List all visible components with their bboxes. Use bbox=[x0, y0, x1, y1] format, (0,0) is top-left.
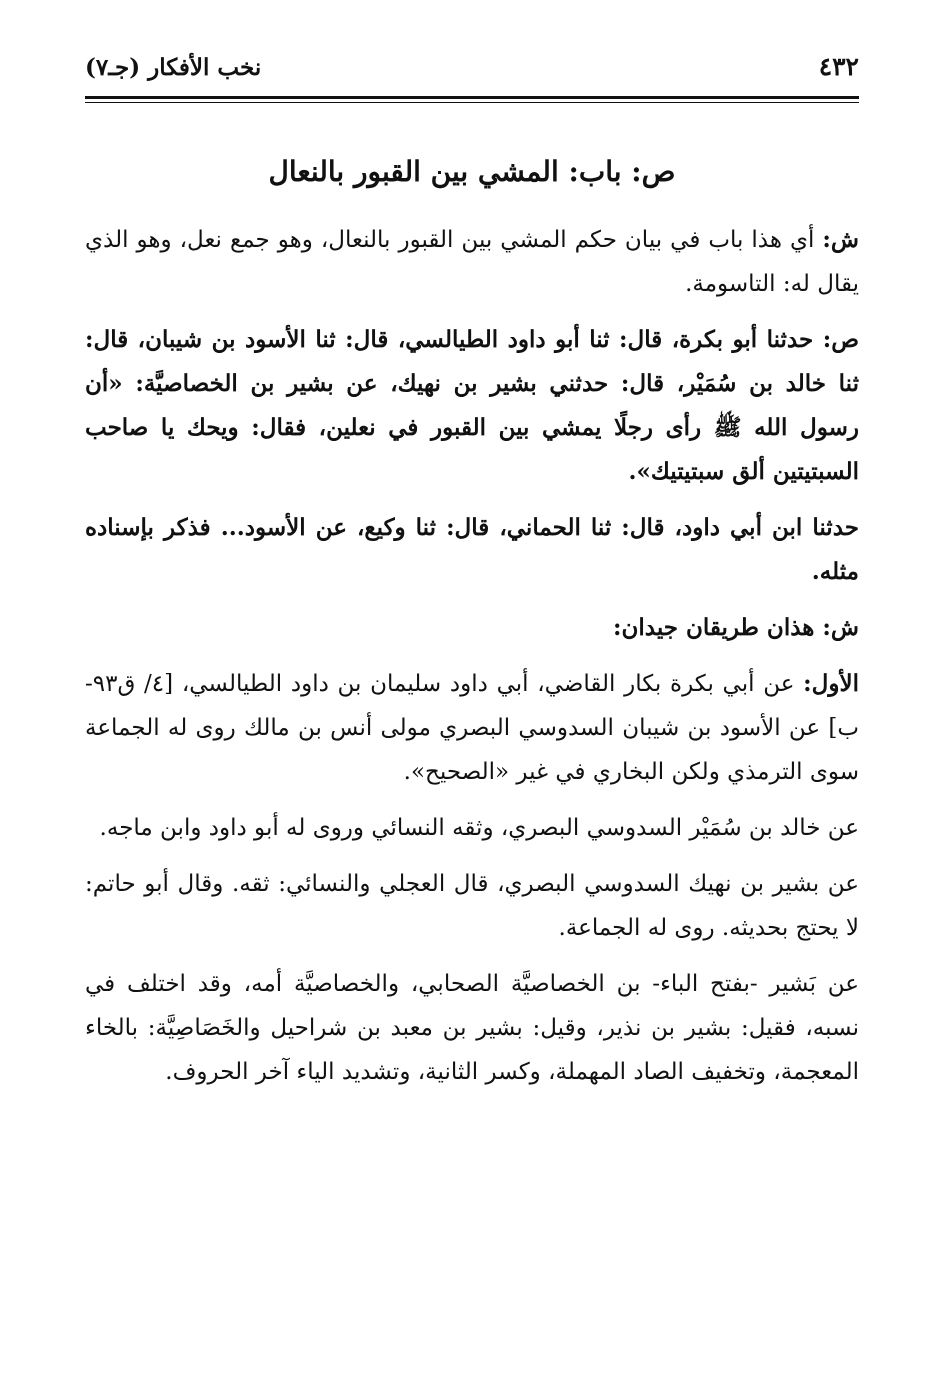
paragraph-lead: ش: bbox=[822, 226, 859, 253]
paragraph bbox=[85, 606, 859, 650]
paragraph-lead: ش: bbox=[822, 614, 859, 641]
book-title: نخب الأفكار (جـ٧) bbox=[85, 54, 262, 81]
paragraph bbox=[85, 862, 859, 950]
paragraph-text: عن خالد بن سُمَيْر السدوسي البصري، وثقه النسائي وروى له أبو داود وابن ماجه. bbox=[99, 815, 859, 841]
page-number: ٤٣٢ bbox=[818, 52, 859, 81]
body-text bbox=[85, 218, 859, 1094]
paragraph bbox=[85, 506, 859, 594]
paragraph-lead: ص: bbox=[822, 326, 859, 353]
chapter-title: ص: باب: المشي بين القبور بالنعال bbox=[268, 155, 676, 188]
paragraph bbox=[85, 962, 859, 1094]
running-header bbox=[85, 52, 859, 99]
paragraph bbox=[85, 318, 859, 494]
paragraph-text: عن أبي بكرة بكار القاضي، أبي داود سليمان بن داود الطيالسي، [٤/ ق٩٣-ب] عن الأسود بن شيبان السدوسي البصري مولى أنس بن مالك روى له الجماعة سوى الترمذي ولكن البخاري في غير «الصحيح». bbox=[85, 671, 859, 785]
paragraph bbox=[85, 806, 859, 850]
paragraph bbox=[85, 662, 859, 794]
paragraph-text: حدثنا ابن أبي داود، قال: ثنا الحماني، قال: ثنا وكيع، عن الأسود... فذكر بإسناده مثله. bbox=[85, 514, 859, 585]
paragraph bbox=[85, 218, 859, 306]
document-page bbox=[85, 52, 859, 1106]
paragraph-text: عن بشير بن نهيك السدوسي البصري، قال العجلي والنسائي: ثقه. وقال أبو حاتم: لا يحتج بحديثه. روى له الجماعة. bbox=[85, 871, 859, 941]
paragraph-text: حدثنا أبو بكرة، قال: ثنا أبو داود الطيالسي، قال: ثنا الأسود بن شيبان، قال: ثنا خالد بن سُمَيْر، قال: حدثني بشير بن نهيك، عن بشير بن الخصاصيَّة: «أن رسول الله ﷺ رأى رجلًا يمشي بين القبور في نعلين، فقال: ويحك يا صاحب السبتيتين ألق سبتيتيك». bbox=[85, 326, 859, 485]
paragraph-text: أي هذا باب في بيان حكم المشي بين القبور بالنعال، وهو جمع نعل، وهو الذي يقال له: التاسومة. bbox=[85, 227, 859, 297]
paragraph-lead: الأول: bbox=[803, 670, 859, 697]
paragraph-text: عن بَشير -بفتح الباء- بن الخصاصيَّة الصحابي، والخصاصيَّة أمه، وقد اختلف في نسبه، فقيل: بشير بن نذير، وقيل: بشير بن معبد بن شراحيل والخَصَاصِيَّة: بالخاء المعجمة، وتخفيف الصاد المهملة، وكسر الثانية، وتشديد الياء آخر الحروف. bbox=[85, 971, 859, 1085]
paragraph-text: هذان طريقان جيدان: bbox=[612, 614, 823, 641]
